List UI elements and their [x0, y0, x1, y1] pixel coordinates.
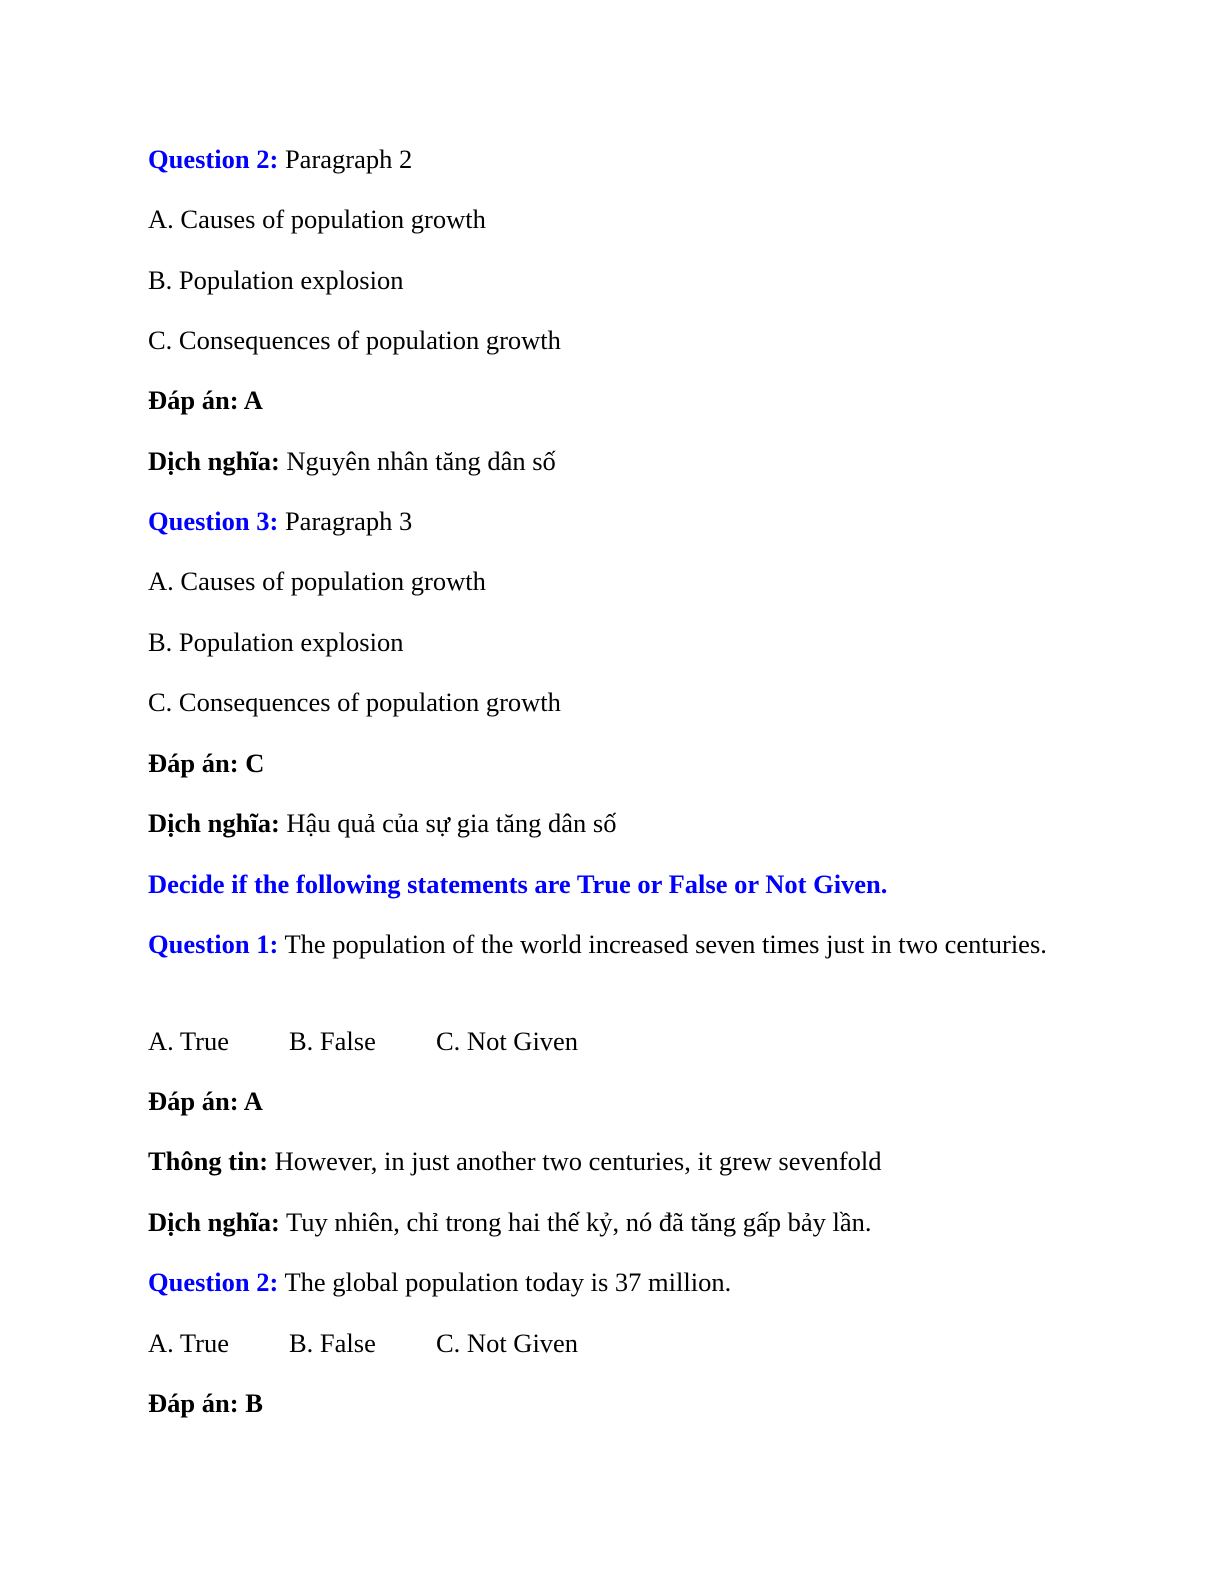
translation-label: Dịch nghĩa: [148, 446, 280, 476]
answer-line: Đáp án: A [148, 385, 263, 415]
translation-label: Dịch nghĩa: [148, 808, 280, 838]
answer-line: Đáp án: C [148, 748, 265, 778]
option-c: C. Consequences of population growth [148, 325, 561, 355]
section-heading: Decide if the following statements are True or False or Not Given. [148, 869, 888, 899]
option-a: A. Causes of population growth [148, 566, 486, 596]
translation-label: Dịch nghĩa: [148, 1207, 280, 1237]
info-line [148, 1143, 881, 1179]
answer-line: Đáp án: B [148, 1388, 263, 1418]
translation-text: Tuy nhiên, chỉ trong hai thế kỷ, nó đã tăng gấp bảy lần. [279, 1207, 872, 1237]
question-text: The population of the world increased seven times just in two centuries. [278, 929, 1047, 959]
option-false: B. False [289, 1026, 376, 1056]
question-label: Question 1: [148, 929, 279, 959]
question-2-line [148, 141, 412, 177]
question-label: Question 3: [148, 506, 279, 536]
option-true: A. True [148, 1328, 230, 1358]
info-label: Thông tin: [148, 1146, 269, 1176]
option-true: A. True [148, 1026, 230, 1056]
question-3-line [148, 503, 412, 539]
question-text: The global population today is 37 million. [278, 1267, 732, 1297]
option-not-given: C. Not Given [436, 1328, 579, 1358]
option-a: A. Causes of population growth [148, 204, 486, 234]
tf-question-2 [148, 1264, 731, 1300]
option-c: C. Consequences of population growth [148, 687, 561, 717]
option-false: B. False [289, 1328, 376, 1358]
tf-question-1 [148, 926, 1064, 962]
answer-line: Đáp án: A [148, 1086, 263, 1116]
option-b: B. Population explosion [148, 265, 404, 295]
option-b: B. Population explosion [148, 627, 404, 657]
question-text: Paragraph 2 [278, 144, 413, 174]
translation-line [148, 1204, 872, 1240]
translation-line [148, 805, 616, 841]
translation-text: Hậu quả của sự gia tăng dân số [279, 808, 617, 838]
tf-options-2 [148, 1325, 578, 1361]
question-label: Question 2: [148, 144, 279, 174]
info-text: However, in just another two centuries, it grew sevenfold [268, 1146, 882, 1176]
translation-text: Nguyên nhân tăng dân số [279, 446, 556, 476]
question-label: Question 2: [148, 1267, 279, 1297]
question-text: Paragraph 3 [278, 506, 413, 536]
option-not-given: C. Not Given [436, 1026, 579, 1056]
tf-options-1 [148, 1023, 578, 1059]
translation-line [148, 443, 556, 479]
